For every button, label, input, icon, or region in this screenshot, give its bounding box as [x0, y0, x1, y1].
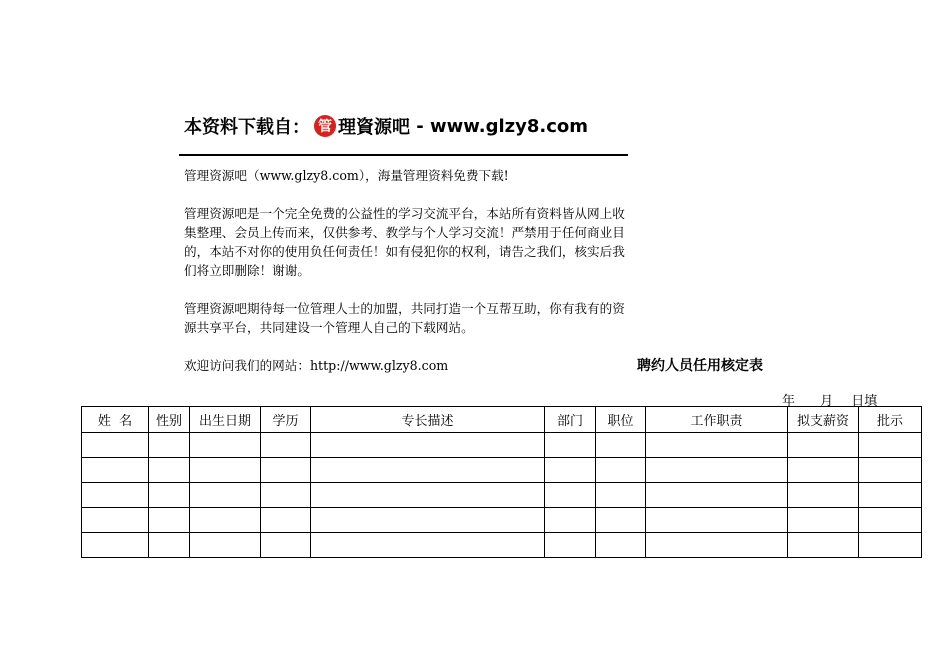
intro-text — [184, 166, 634, 375]
col-approval-header: 批示 — [859, 407, 922, 433]
table-cell[interactable] — [788, 433, 859, 458]
table-cell[interactable] — [149, 483, 190, 508]
table-cell[interactable] — [190, 458, 261, 483]
table-cell[interactable] — [311, 533, 545, 558]
intro-paragraph-2: 管理资源吧是一个完全免费的公益性的学习交流平台，本站所有资料皆从网上收集整理、会员上传而来，仅供参考、教学与个人学习交流！严禁用于任何商业目的，本站不对你的使用负任何责任！如有侵犯你的权利，请告之我们，核实后我们将立即删除！谢谢。 — [184, 206, 625, 278]
table-cell[interactable] — [261, 483, 311, 508]
col-salary-header: 拟支薪资 — [788, 407, 859, 433]
col-department-header: 部门 — [545, 407, 596, 433]
table-cell[interactable] — [788, 508, 859, 533]
table-cell[interactable] — [545, 508, 596, 533]
source-banner — [184, 113, 588, 139]
col-duties-header: 工作职责 — [646, 407, 788, 433]
table-row — [82, 458, 922, 483]
table-cell[interactable] — [596, 433, 646, 458]
col-expertise-header: 专长描述 — [311, 407, 545, 433]
table-cell[interactable] — [82, 433, 149, 458]
table-cell[interactable] — [190, 483, 261, 508]
table-cell[interactable] — [859, 508, 922, 533]
banner-separator: - — [410, 115, 431, 137]
table-cell[interactable] — [646, 533, 788, 558]
table-cell[interactable] — [545, 533, 596, 558]
table-cell[interactable] — [859, 433, 922, 458]
date-month-label: 月 — [820, 394, 834, 409]
table-cell[interactable] — [261, 508, 311, 533]
table-cell[interactable] — [596, 508, 646, 533]
intro-paragraph-3: 管理资源吧期待每一位管理人士的加盟，共同打造一个互帮互助，你有我有的资源共享平台，共同建设一个管理人自己的下载网站。 — [184, 301, 625, 335]
table-cell[interactable] — [646, 483, 788, 508]
col-education-header: 学历 — [261, 407, 311, 433]
table-cell[interactable] — [545, 458, 596, 483]
table-cell[interactable] — [788, 483, 859, 508]
table-cell[interactable] — [646, 508, 788, 533]
table-cell[interactable] — [82, 458, 149, 483]
table-cell[interactable] — [311, 433, 545, 458]
date-year-label: 年 — [782, 394, 796, 409]
banner-url[interactable]: www.glzy8.com — [430, 115, 589, 137]
table-cell[interactable] — [596, 458, 646, 483]
table-cell[interactable] — [190, 533, 261, 558]
table-cell[interactable] — [788, 533, 859, 558]
table-row — [82, 483, 922, 508]
date-day-label: 日填 — [851, 394, 878, 409]
table-row — [82, 433, 922, 458]
banner-site-name: 理資源吧 — [338, 117, 410, 138]
table-cell[interactable] — [859, 483, 922, 508]
col-birthdate-header: 出生日期 — [190, 407, 261, 433]
table-cell[interactable] — [596, 483, 646, 508]
table-cell[interactable] — [596, 533, 646, 558]
intro-site-link[interactable]: 欢迎访问我们的网站：http://www.glzy8.com — [184, 358, 449, 373]
table-row — [82, 533, 922, 558]
table-cell[interactable] — [261, 458, 311, 483]
intro-line-1: 管理资源吧（www.glzy8.com），海量管理资料免费下载! — [184, 168, 509, 183]
form-title: 聘约人员任用核定表 — [637, 358, 763, 374]
site-logo-icon: 管 — [314, 115, 336, 137]
col-gender-header: 性别 — [149, 407, 190, 433]
table-cell[interactable] — [311, 483, 545, 508]
table-cell[interactable] — [261, 533, 311, 558]
table-cell[interactable] — [82, 508, 149, 533]
table-row — [82, 508, 922, 533]
table-cell[interactable] — [190, 508, 261, 533]
table-cell[interactable] — [261, 433, 311, 458]
table-cell[interactable] — [311, 508, 545, 533]
table-cell[interactable] — [859, 458, 922, 483]
table-cell[interactable] — [149, 508, 190, 533]
banner-divider — [179, 154, 628, 156]
table-cell[interactable] — [149, 433, 190, 458]
table-cell[interactable] — [545, 483, 596, 508]
table-cell[interactable] — [190, 433, 261, 458]
table-cell[interactable] — [545, 433, 596, 458]
table-cell[interactable] — [646, 433, 788, 458]
table-cell[interactable] — [149, 458, 190, 483]
banner-prefix: 本资料下载自： — [184, 117, 310, 138]
table-cell[interactable] — [311, 458, 545, 483]
col-name-header: 姓 名 — [82, 407, 149, 433]
appointment-table — [81, 406, 922, 558]
table-cell[interactable] — [788, 458, 859, 483]
table-cell[interactable] — [82, 533, 149, 558]
table-cell[interactable] — [859, 533, 922, 558]
col-position-header: 职位 — [596, 407, 646, 433]
table-header-row — [82, 407, 922, 433]
table-cell[interactable] — [82, 483, 149, 508]
table-cell[interactable] — [646, 458, 788, 483]
table-cell[interactable] — [149, 533, 190, 558]
